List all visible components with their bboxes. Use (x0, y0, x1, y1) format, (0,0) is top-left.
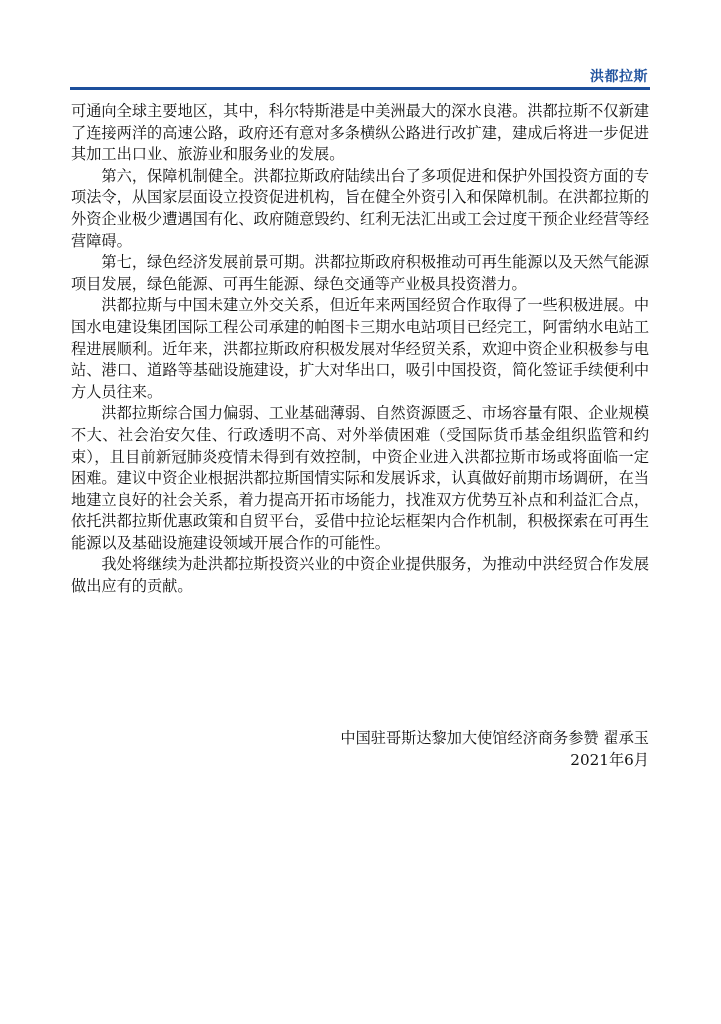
body-text (71, 101, 649, 598)
paragraph: 洪都拉斯综合国力偏弱、工业基础薄弱、自然资源匮乏、市场容量有限、企业规模不大、社会治安欠佳、行政透明不高、对外举债困难（受国际货币基金组织监管和约束），且目前新冠肺炎疫情未得到有效控制，中资企业进入洪都拉斯市场或将面临一定困难。建议中资企业根据洪都拉斯国情实际和发展诉求，认真做好前期市场调研，在当地建立良好的社会关系，着力提高开拓市场能力，找准双方优势互补点和利益汇合点，依托洪都拉斯优惠政策和自贸平台，妥借中拉论坛框架内合作机制，积极探索在可再生能源以及基础设施建设领域开展合作的可能性。 (71, 404, 649, 552)
header-rule (70, 87, 650, 90)
header-title: 洪都拉斯 (590, 69, 648, 85)
signature-author: 中国驻哥斯达黎加大使馆经济商务参赞 翟承玉 (340, 729, 649, 747)
paragraph: 我处将继续为赴洪都拉斯投资兴业的中资企业提供服务，为推动中洪经贸合作发展做出应有的贡献。 (71, 555, 649, 596)
page-header (70, 58, 650, 92)
paragraph: 第六，保障机制健全。洪都拉斯政府陆续出台了多项促进和保护外国投资方面的专项法令，从国家层面设立投资促进机构，旨在健全外资引入和保障机制。在洪都拉斯的外资企业极少遭遇国有化、政府随意毁约、红利无法汇出或工会过度干预企业经营等经营障碍。 (71, 166, 649, 250)
signature-block (340, 727, 649, 771)
paragraph: 第七，绿色经济发展前景可期。洪都拉斯政府积极推动可再生能源以及天然气能源项目发展，绿色能源、可再生能源、绿色交通等产业极具投资潜力。 (71, 253, 649, 293)
paragraph: 洪都拉斯与中国未建立外交关系，但近年来两国经贸合作取得了一些积极进展。中国水电建设集团国际工程公司承建的帕图卡三期水电站项目已经完工，阿雷纳水电站工程进展顺利。近年来，洪都拉斯政府积极发展对华经贸关系，欢迎中资企业积极参与电站、港口、道路等基础设施建设，扩大对华出口，吸引中国投资，简化签证手续便利中方人员往来。 (71, 296, 649, 401)
paragraph: 可通向全球主要地区，其中，科尔特斯港是中美洲最大的深水良港。洪都拉斯不仅新建了连接两洋的高速公路，政府还有意对多条横纵公路进行改扩建，建成后将进一步促进其加工出口业、旅游业和服务业的发展。 (71, 102, 649, 164)
signature-date: 2021年6月 (570, 751, 649, 769)
